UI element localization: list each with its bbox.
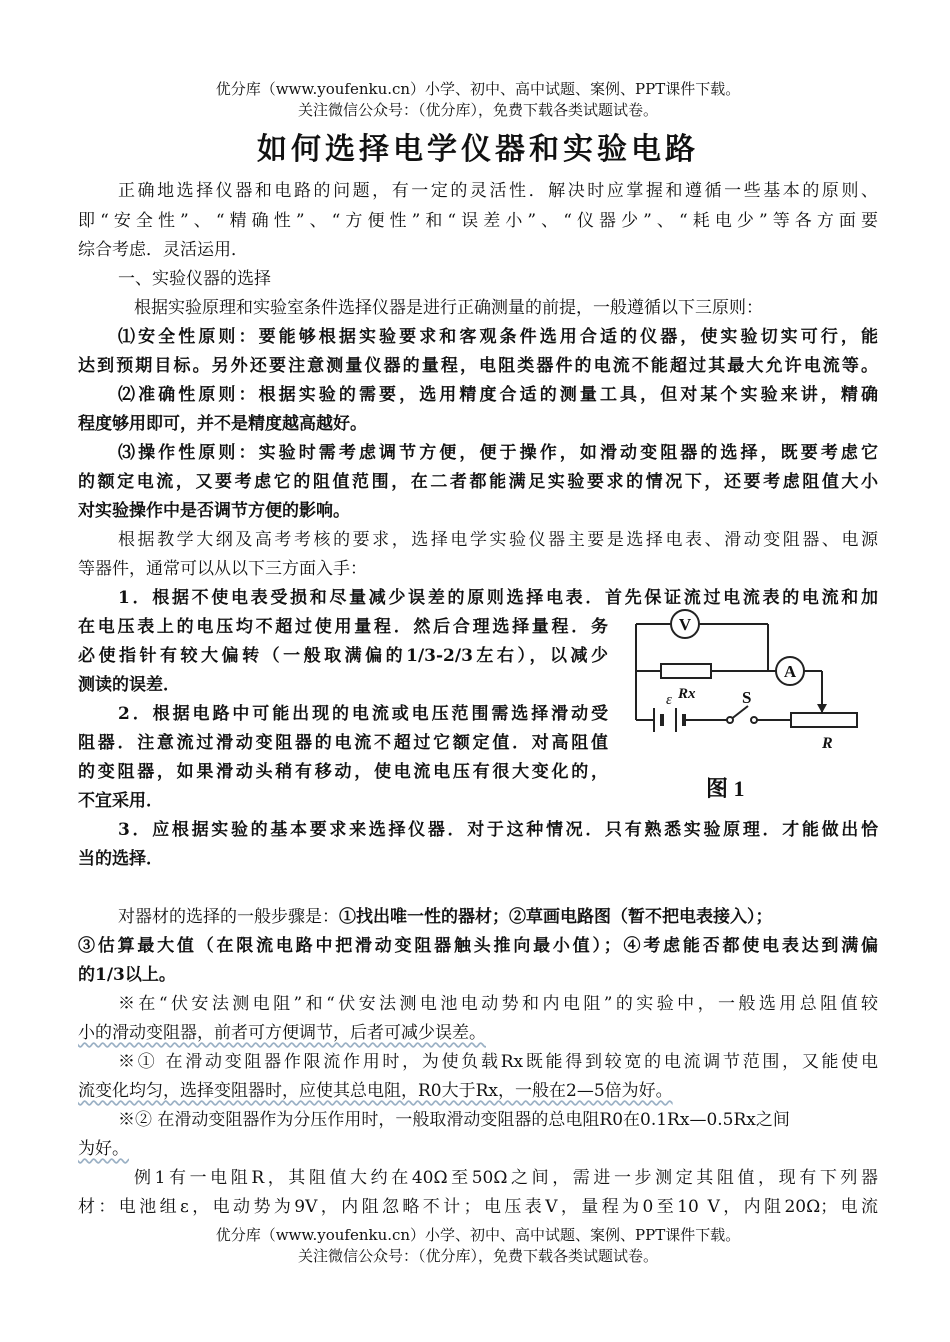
item-2-line-3: 的变阻器，如果滑动头稍有移动，使电流电压有很大变化的， bbox=[78, 762, 608, 782]
switch-contact-left bbox=[727, 717, 733, 723]
rx-label: Rx bbox=[678, 686, 696, 702]
header-line-1: 优分库（www.youfenku.cn）小学、初中、高中试题、案例、PPT课件下载。 bbox=[215, 80, 741, 98]
figure-caption: 图 1 bbox=[706, 776, 745, 801]
item-2-line-1: 2．根据电路中可能出现的电流或电压范围需选择滑动受 bbox=[118, 704, 608, 724]
principle-3-line-2: 的额定电流，又要考虑它的阻值范围，在二者都能满足实验要求的情况下，还要考虑阻值大小 bbox=[78, 472, 878, 492]
intro-line-1: 正确地选择仪器和电路的问题，有一定的灵活性．解决时应掌握和遵循一些基本的原则、 bbox=[118, 181, 878, 201]
note-3-line-1: ※② 在滑动变阻器作为分压作用时，一般取滑动变阻器的总电阻R0在0.1Rx—0.5Rx之间 bbox=[118, 1110, 790, 1130]
item-3-line-1: 3．应根据实验的基本要求来选择仪器．对于这种情况．只有熟悉实验原理．才能做出恰 bbox=[118, 820, 878, 840]
steps-prefix: 对器材的选择的一般步骤是： bbox=[118, 907, 339, 927]
syllabus-line-1: 根据教学大纲及高考考核的要求，选择电学实验仪器主要是选择电表、滑动变阻器、电源 bbox=[118, 530, 878, 550]
item-1-line-4: 测读的误差． bbox=[78, 675, 180, 695]
slider-arrow bbox=[817, 704, 827, 713]
note-3-text-2: 为好。 bbox=[78, 1139, 129, 1159]
rheostat-resistor bbox=[791, 713, 857, 727]
switch-contact-right bbox=[751, 717, 757, 723]
principle-2-line-2: 程度够用即可，并不是精度越高越好。 bbox=[78, 414, 367, 434]
note-2-line-1: ※① 在滑动变阻器作限流作用时，为使负载Rx既能得到较宽的电流调节范围，又能使电 bbox=[118, 1052, 878, 1072]
intro-line-3: 综合考虑．灵活运用． bbox=[78, 240, 248, 260]
principle-3-line-1: ⑶操作性原则：实验时需考虑调节方便，便于操作，如滑动变阻器的选择，既要考虑它 bbox=[118, 443, 878, 463]
note-3-line-2 bbox=[78, 1138, 878, 1160]
principle-1-line-2: 达到预期目标。另外还要注意测量仪器的量程，电阻类器件的电流不能超过其最大允许电流等。 bbox=[78, 356, 878, 376]
ammeter-label: A bbox=[783, 662, 797, 681]
note-2-line-2 bbox=[78, 1080, 878, 1102]
note-1-text-2: 小的滑动变阻器，前者可方便调节，后者可减少误差。 bbox=[78, 1023, 486, 1043]
circuit-figure bbox=[626, 600, 880, 808]
switch-label: S bbox=[742, 688, 752, 707]
header-line-2: 关注微信公众号：（优分库），免费下载各类试题试卷。 bbox=[297, 101, 658, 119]
example-line-1: 例1有一电阻R，其阻值大约在40Ω至50Ω之间，需进一步测定其阻值，现有下列器 bbox=[134, 1168, 878, 1188]
syllabus-line-2: 等器件，通常可以从以下三方面入手： bbox=[78, 559, 367, 579]
principles-intro: 根据实验原理和实验室条件选择仪器是进行正确测量的前提，一般遵循以下三原则： bbox=[134, 298, 763, 318]
item-1-line-3: 必使指针有较大偏转（一般取满偏的1/3-2/3左右），以减少 bbox=[78, 646, 608, 666]
item-1-line-1: 1．根据不使电表受损和尽量减少误差的原则选择电表．首先保证流过电流表的电流和加 bbox=[118, 588, 878, 608]
principle-1-line-1: ⑴安全性原则：要能够根据实验要求和客观条件选用合适的仪器，使实验切实可行，能 bbox=[118, 327, 878, 347]
steps-step-1-2: ①找出唯一性的器材；②草画电路图（暂不把电表接入）； bbox=[339, 907, 773, 927]
note-1-line-1: ※在“伏安法测电阻”和“伏安法测电池电动势和内电阻”的实验中，一般选用总阻值较 bbox=[118, 994, 878, 1014]
steps-line-2: ③估算最大值（在限流电路中把滑动变阻器触头推向最小值）；④考虑能否都使电表达到满偏 bbox=[78, 936, 878, 956]
section-heading-1: 一、实验仪器的选择 bbox=[118, 269, 271, 289]
example-line-2: 材：电池组ε，电动势为9V，内阻忽略不计；电压表V，量程为0至10 V，内阻20Ω；电流 bbox=[78, 1197, 878, 1217]
item-1-line-2: 在电压表上的电压均不超过使用量程．然后合理选择量程．务 bbox=[78, 617, 608, 637]
voltmeter-label: V bbox=[678, 615, 692, 634]
steps-line-1 bbox=[78, 906, 878, 928]
note-2-text-2: 流变化均匀，选择变阻器时，应使其总电阻，R0大于Rx，一般在2—5倍为好。 bbox=[78, 1081, 673, 1101]
item-2-line-4: 不宜采用． bbox=[78, 791, 163, 811]
note-1-line-2 bbox=[78, 1022, 878, 1044]
principle-2-line-1: ⑵准确性原则：根据实验的需要，选用精度合适的测量工具，但对某个实验来讲，精确 bbox=[118, 385, 878, 405]
footer-line-2: 关注微信公众号：（优分库），免费下载各类试题试卷。 bbox=[297, 1247, 658, 1265]
steps-line-3: 的1/3以上。 bbox=[78, 965, 176, 985]
rheostat-label: R bbox=[822, 735, 833, 752]
item-3-line-2: 当的选择． bbox=[78, 849, 163, 869]
page-title: 如何选择电学仪器和实验电路 bbox=[257, 132, 699, 167]
emf-label: ε bbox=[666, 692, 672, 708]
rx-resistor bbox=[661, 664, 711, 678]
intro-line-2: 即“安全性”、“精确性”、“方便性”和“误差小”、“仪器少”、“耗电少”等各方面要 bbox=[78, 211, 878, 231]
item-2-line-2: 阻器．注意流过滑动变阻器的电流不超过它额定值．对高阻值 bbox=[78, 733, 608, 753]
principle-3-line-3: 对实验操作中是否调节方便的影响。 bbox=[78, 501, 350, 521]
footer-line-1: 优分库（www.youfenku.cn）小学、初中、高中试题、案例、PPT课件下载。 bbox=[215, 1226, 741, 1244]
